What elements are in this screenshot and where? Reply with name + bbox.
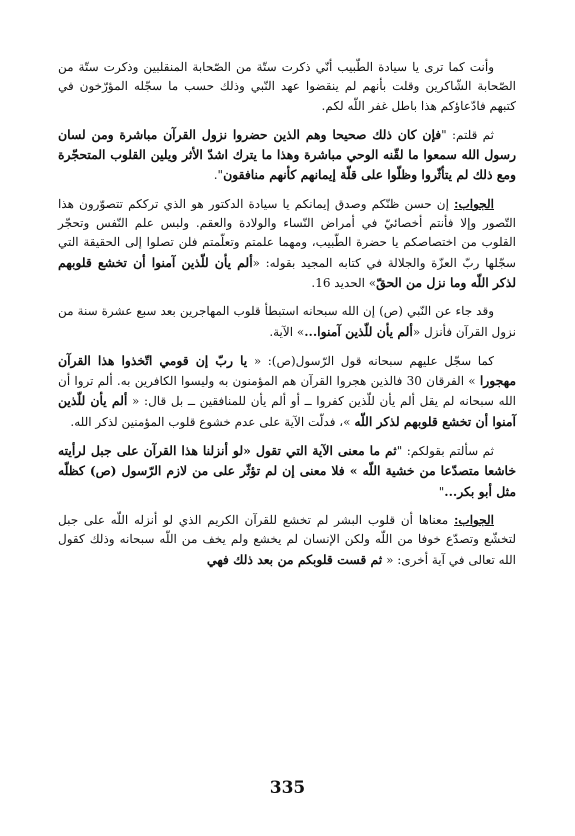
paragraph-5 [58,351,516,432]
paragraph-3-tail: » الحديد 16. [311,275,377,290]
paragraph-1-text: وأنت كما ترى يا سيادة الطّبيب أنّي ذكرت ستّة من الصّحابة المنقلبين وذكرت ستّة من الصّحابة الشّاكرين وقلت بأنهم لم ينقضوا عهد النّبي وذلك حسب ما سجّله المؤرّخون في كتبهم فادّعاؤكم هذا باطل غفر اللّه لكم. [58,60,516,113]
answer-label-2: الجواب: [454,512,494,527]
answer-label: الجواب: [454,196,495,211]
paragraph-2-lead: ثم قلتم: " [441,127,495,142]
paragraph-4-tail: » الآية. [269,324,305,339]
paragraph-1 [58,58,516,116]
paragraph-6 [58,441,516,502]
paragraph-3 [58,195,516,293]
paragraph-7-verse: ثم قست قلوبكم من بعد ذلك فهي [206,551,383,567]
paragraph-2 [58,125,516,186]
paragraph-5-verse: يا ربّ إن قومي اتّخذوا هذا القرآن مهجورا [58,352,517,389]
paragraph-3-text: إن حسن ظنّكم وصدق إيمانكم يا سيادة الدكتور هو الذي ترككم تتصوّرون هذا التّصور وإلا فأنتم أخصائيّ في أمراض النّساء والولادة والعقم. ولبس علم النّفس وتحجّر القلوب من اختصاصكم يا حضرة الطّبيب، ومهما علمتم وتعلّمتم فلن تصلوا إلى الحقيقة التي سجّلها ربّ العزّة والجلالة في كتابه المجيد بقوله: « [58,196,516,270]
paragraph-4-verse: ألم يأن للّذين آمنوا... [304,323,413,339]
body-text [58,58,516,579]
paragraph-6-tail: " [438,484,445,499]
paragraph-2-tail: ". [213,168,224,183]
paragraph-5-tail: »، فدلّت الآية على عدم خشوع قلوب المؤمنين لذكر الله. [70,414,355,429]
paragraph-7 [58,511,516,570]
paragraph-3-verse: ألم يأن للّذين آمنوا أن تخشع قلوبهم لذكر اللّه وما نزل من الحقّ [58,254,516,290]
paragraph-6-text: ثم سألتم بقولكم: " [396,444,494,459]
paragraph-5-text: كما سجّل عليهم سبحانه قول الرّسول(ص): « [247,353,495,368]
paragraph-4 [58,302,516,342]
paragraph-5-verse-2: ألم يأن للّذين آمنوا أن تخشع قلوبهم لذكر اللّه [58,393,516,429]
paragraph-5-mid: » الفرقان 30 فالذين هجروا القرآن هم المؤمنون به وليسوا الكافرين به. ألم تروا أن الله سبحانه لم يقل ألم يأن للّذين كفروا ــ أو ألم يأن للمنافقين ــ بل قال: « [58,374,516,409]
paragraph-2-quote: فإن كان ذلك صحيحا وهم الذين حضروا نزول القرآن مباشرة ومن لسان رسول الله سمعوا ما لقّنه الوحي مباشرة وهذا ما يترك اشدّ الأثر ويلين القلوب المتحجّرة ومع ذلك لم يتأثّروا وظلّوا على قلّة إيمانهم كأنهم منافقون [58,126,516,183]
paragraph-7-text: معناها أن قلوب البشر لم تخشع للقرآن الكريم الذي لو أنزله اللّه على جبل لتخشّع وتصدّع خوفا من اللّه ولكن الإنسان لم يخشع ولم يخف من اللّه سبحانه وذلك كقول الله تعالى في آية أخرى: « [58,512,516,567]
page-number: 335 [269,778,306,798]
paragraph-4-text: وقد جاء عن النّبي (ص) إن الله سبحانه استبطأ قلوب المهاجرين بعد سبع عشرة سنة من نزول القرآن فأنزل « [58,304,516,339]
paragraph-6-quote: ثم ما معنى الآية التي تقول «لو أنزلنا هذا القرآن على جبل لرأيته خاشعا متصدّعا من خشية اللّه » فلا معنى إن لم تؤثّر على من لازم الرّسول (ص) كظلّه مثل أبو بكر... [58,443,516,499]
